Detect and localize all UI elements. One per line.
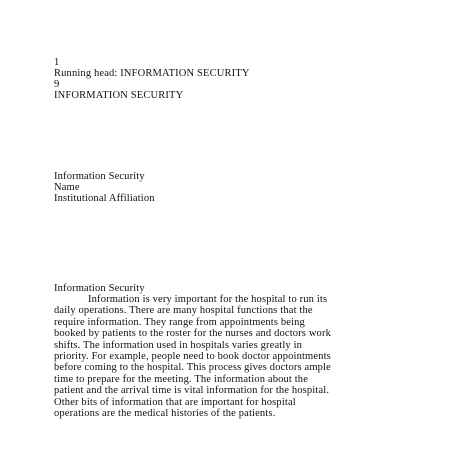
body-line: require information. They range from appointments being: [54, 316, 305, 328]
body-paragraph: [54, 294, 401, 419]
body-line: before coming to the hospital. This process gives doctors ample: [54, 362, 331, 374]
body-line: booked by patients to the roster for the nurses and doctors work: [54, 328, 331, 340]
page-number-secondary: 9: [54, 79, 60, 90]
running-head: Running head: INFORMATION SECURITY: [54, 68, 250, 79]
body-line: Other bits of information that are important for hospital: [54, 396, 296, 408]
author-name: Name: [54, 182, 80, 193]
body-line: daily operations. There are many hospital functions that the: [54, 305, 313, 317]
page-number: 1: [54, 57, 60, 68]
body-line: patient and the arrival time is vital information for the hospital.: [54, 385, 330, 397]
document-title: Information Security: [54, 171, 145, 182]
header-title-caps: INFORMATION SECURITY: [54, 90, 184, 101]
body-line: priority. For example, people need to book doctor appointments: [54, 351, 331, 363]
body-line: time to prepare for the meeting. The information about the: [54, 373, 309, 385]
body-line: Information is very important for the hospital to run its: [88, 294, 328, 305]
body-heading: Information Security: [54, 283, 145, 294]
body-line: operations are the medical histories of the patients.: [54, 408, 276, 420]
institutional-affiliation: Institutional Affiliation: [54, 193, 155, 204]
body-line: shifts. The information used in hospitals varies greatly in: [54, 339, 303, 351]
